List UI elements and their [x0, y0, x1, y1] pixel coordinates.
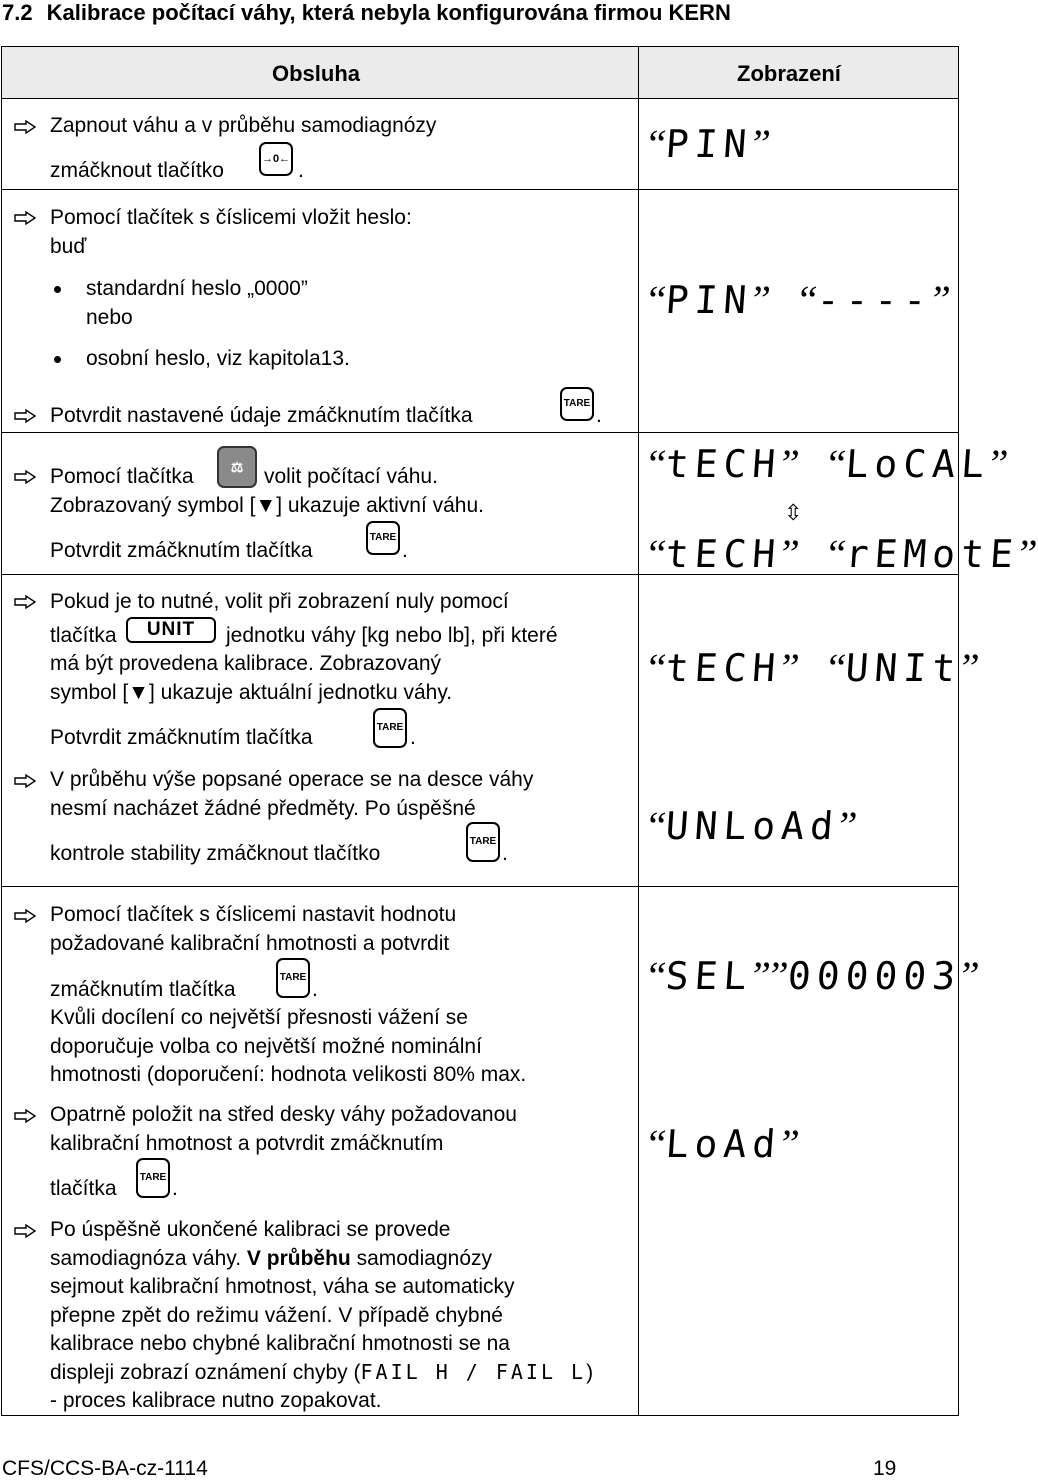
step-text: standardní heslo „0000”: [86, 277, 308, 300]
display-readout: “UNLoAd”: [646, 803, 859, 848]
header-obsluha: Obsluha: [272, 61, 361, 86]
arrow-right-icon: [14, 120, 36, 134]
section-title-text: Kalibrace počítací váhy, která nebyla konfigurována firmou KERN: [46, 0, 731, 25]
arrow-right-icon: [14, 1224, 36, 1238]
table-header: [2, 47, 958, 99]
display-readout: “SEL””000003”: [646, 953, 981, 998]
step-text: nesmí nacházet žádné předměty. Po úspěšné: [50, 797, 476, 820]
step-text: zmáčknout tlačítko: [50, 159, 224, 182]
step-text: Potvrdit zmáčknutím tlačítka: [50, 539, 313, 562]
arrow-right-icon: [14, 409, 36, 423]
step-text: samodiagnóza váhy. V průběhu samodiagnózy: [50, 1247, 492, 1270]
bullet-icon: [54, 356, 61, 363]
zero-key-icon: →0←: [259, 142, 293, 176]
step-text: přepne zpět do režimu vážení. V případě chybné: [50, 1304, 503, 1327]
step-text: Zapnout váhu a v průběhu samodiagnózy: [50, 114, 437, 137]
step-text: Opatrně položit na střed desky váhy požadovanou: [50, 1103, 517, 1126]
step-text: osobní heslo, viz kapitola13.: [86, 347, 350, 370]
step-text: kalibrace nebo chybné kalibrační hmotnosti se na: [50, 1332, 510, 1355]
arrow-right-icon: [14, 909, 36, 923]
divider: [2, 886, 958, 887]
tare-key-icon: TARE: [366, 521, 400, 555]
step-text: Pokud je to nutné, volit při zobrazení nuly pomocí: [50, 590, 509, 613]
step-text: Kvůli docílení co největší přesnosti vážení se: [50, 1006, 468, 1029]
step-text: symbol [▼] ukazuje aktuální jednotku váhy.: [50, 681, 453, 704]
section-number: 7.2: [2, 0, 33, 25]
display-readout: “PIN”: [646, 121, 772, 166]
step-text: Pomocí tlačítek s číslicemi nastavit hodnotu: [50, 903, 457, 926]
arrow-right-icon: [14, 595, 36, 609]
display-readout: “tECH” “UNIt”: [646, 645, 981, 690]
bullet-icon: [54, 286, 61, 293]
arrow-right-icon: [14, 774, 36, 788]
step-text: buď: [50, 235, 87, 258]
column-divider: [638, 47, 639, 1415]
step-text: Zobrazovaný symbol [▼] ukazuje aktivní váhu.: [50, 494, 484, 517]
arrow-right-icon: [14, 470, 36, 484]
step-text: tlačítka: [50, 624, 117, 647]
step-text: Potvrdit zmáčknutím tlačítka: [50, 726, 313, 749]
divider: [2, 189, 958, 190]
display-readout: “tECH” “rEMotE”: [646, 531, 1038, 576]
step-text: sejmout kalibrační hmotnost, váha se automaticky: [50, 1275, 515, 1298]
document-code: CFS/CCS-BA-cz-1114: [2, 1457, 208, 1480]
step-text: displeji zobrazí oznámení chyby (FAIL H / FAIL L): [50, 1360, 594, 1384]
divider: [2, 432, 958, 433]
step-text: - proces kalibrace nutno zopakovat.: [50, 1389, 382, 1412]
step-text: má být provedena kalibrace. Zobrazovaný: [50, 652, 442, 675]
scale-select-key-icon: ⚖: [217, 446, 257, 488]
arrow-right-icon: [14, 211, 36, 225]
section-title: [2, 0, 731, 26]
up-down-arrow-icon: ⇳: [784, 500, 803, 525]
step-text: zmáčknutím tlačítka: [50, 978, 236, 1001]
tare-key-icon: TARE: [373, 708, 407, 748]
tare-key-icon: TARE: [136, 1158, 170, 1198]
display-readout: “tECH” “LoCAL”: [646, 441, 1010, 486]
step-text: Potvrdit nastavené údaje zmáčknutím tlačítka: [50, 404, 473, 427]
step-text: doporučuje volba co největší možné nominální: [50, 1035, 482, 1058]
step-text: požadované kalibrační hmotnosti a potvrdit: [50, 932, 450, 955]
step-text: kalibrační hmotnost a potvrdit zmáčknutím: [50, 1132, 444, 1155]
display-readout: “LoAd”: [646, 1121, 801, 1166]
tare-key-icon: TARE: [466, 822, 500, 862]
step-text: jednotku váhy [kg nebo lb], při které: [226, 624, 558, 647]
page-number: 19: [873, 1457, 897, 1480]
step-text: Pomocí tlačítka: [50, 465, 194, 488]
step-text: tlačítka: [50, 1177, 117, 1200]
step-text: hmotnosti (doporučení: hodnota velikosti 80% max.: [50, 1063, 527, 1086]
display-readout: “PIN” “----”: [646, 277, 952, 322]
header-zobrazeni: Zobrazení: [737, 61, 841, 86]
arrow-right-icon: [14, 1109, 36, 1123]
step-text: Pomocí tlačítek s číslicemi vložit heslo:: [50, 206, 412, 229]
step-text: nebo: [86, 306, 133, 329]
error-display-text: FAIL H / FAIL L: [360, 1360, 587, 1384]
step-text: V průběhu výše popsané operace se na desce váhy: [50, 768, 534, 791]
step-text: volit počítací váhu.: [264, 465, 438, 488]
step-text: Po úspěšně ukončené kalibraci se provede: [50, 1218, 451, 1241]
unit-key-icon: UNIT: [126, 617, 216, 643]
step-text: kontrole stability zmáčknout tlačítko: [50, 842, 381, 865]
tare-key-icon: TARE: [276, 958, 310, 998]
divider: [2, 98, 958, 99]
tare-key-icon: TARE: [560, 387, 594, 421]
